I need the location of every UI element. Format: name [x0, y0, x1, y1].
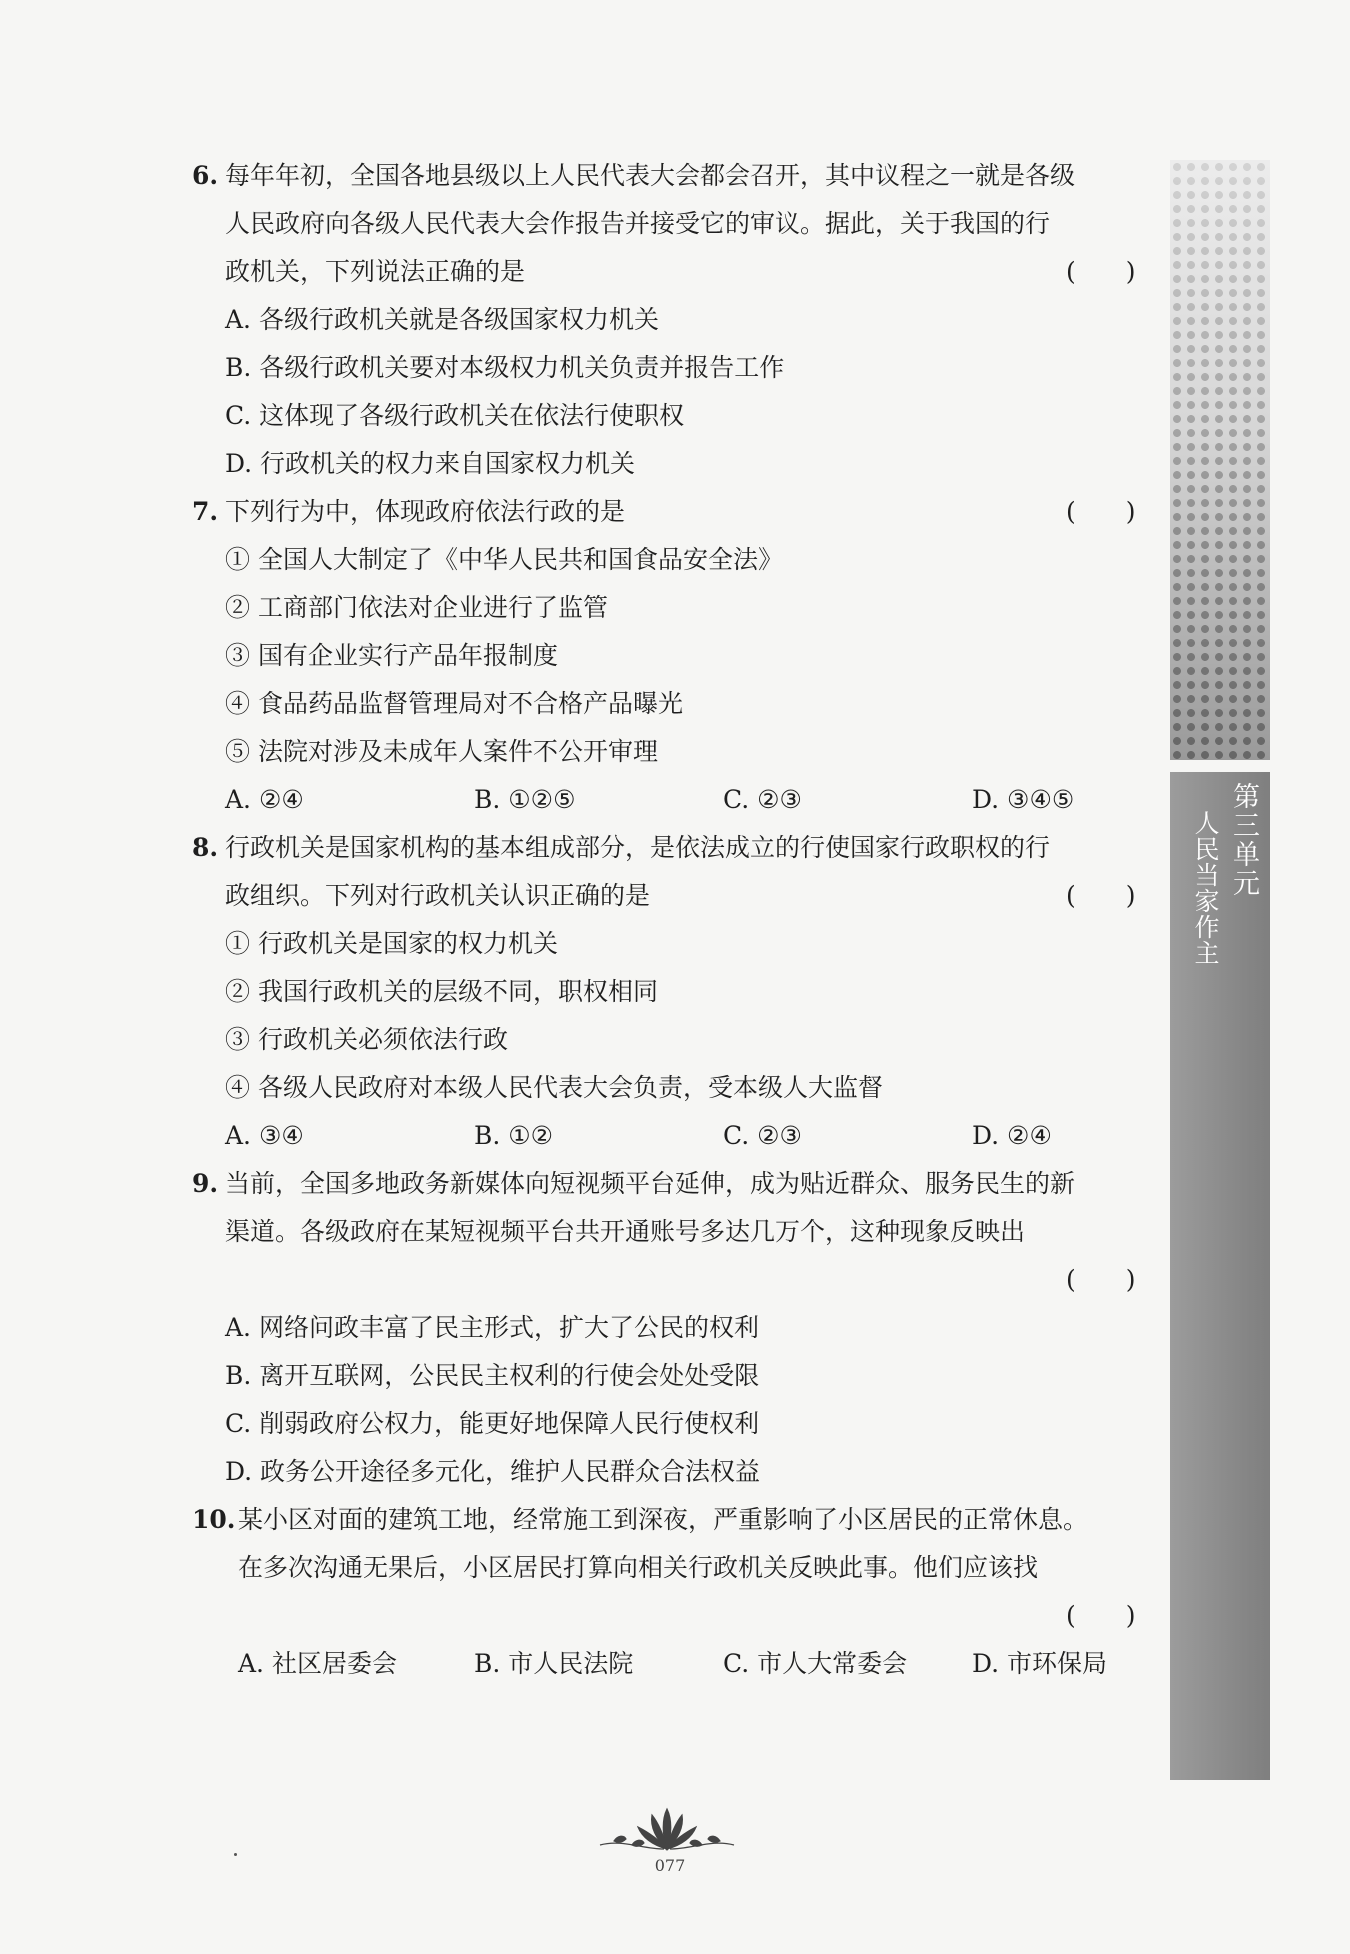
q7-item-3-text: ③ 国有企业实行产品年报制度: [225, 641, 558, 670]
q8-stem-1: 行政机关是国家机构的基本组成部分，是依法成立的行使国家行政职权的行: [225, 833, 1051, 862]
q9-option-b-text: B. 离开互联网，公民民主权利的行使会处处受限: [225, 1361, 760, 1390]
q8-choice-d[interactable]: D. ②④: [972, 1121, 1052, 1150]
q8-stem-2: 政组织。下列对行政机关认识正确的是: [225, 881, 651, 910]
q9-option-a[interactable]: [0, 1305, 1160, 1351]
q7-item-2: [0, 585, 1160, 631]
q6-line-3: [0, 249, 1160, 295]
q10-choice-b[interactable]: B. 市人民法院: [474, 1649, 634, 1678]
page-number: 077: [654, 1856, 686, 1875]
q7-item-1: [0, 537, 1160, 583]
q6-option-a[interactable]: [0, 297, 1160, 343]
q7-line-1: [0, 489, 1160, 535]
q6-line-1: [0, 153, 1160, 199]
q8-choice-c[interactable]: C. ②③: [723, 1121, 802, 1150]
q6-number: 6.: [192, 161, 219, 190]
q8-item-3-text: ③ 行政机关必须依法行政: [225, 1025, 508, 1054]
q8-item-4-text: ④ 各级人民政府对本级人民代表大会负责，受本级人大监督: [225, 1073, 883, 1102]
q6-option-c[interactable]: [0, 393, 1160, 439]
q10-stem-2: 在多次沟通无果后，小区居民打算向相关行政机关反映此事。他们应该找: [238, 1553, 1039, 1582]
q6-answer-blank[interactable]: ( ): [1066, 257, 1136, 286]
q9-line-2: [0, 1209, 1160, 1255]
q10-line-1: [0, 1497, 1160, 1543]
q8-item-1-text: ① 行政机关是国家的权力机关: [225, 929, 558, 958]
q8-line-1: [0, 825, 1160, 871]
q6-option-a-text: A. 各级行政机关就是各级国家权力机关: [225, 305, 659, 334]
q7-answer-blank[interactable]: ( ): [1066, 497, 1136, 526]
q10-line-2: [0, 1545, 1160, 1591]
q9-stem-1: 当前，全国多地政务新媒体向短视频平台延伸，成为贴近群众、服务民生的新: [225, 1169, 1076, 1198]
q10-choice-a[interactable]: A. 社区居委会: [238, 1649, 397, 1678]
q6-option-d-text: D. 行政机关的权力来自国家权力机关: [225, 449, 636, 478]
q9-line-1: [0, 1161, 1160, 1207]
q9-option-c[interactable]: [0, 1401, 1160, 1447]
q7-choices: [0, 777, 1160, 823]
q7-choice-b[interactable]: B. ①②⑤: [474, 785, 576, 814]
q7-item-2-text: ② 工商部门依法对企业进行了监管: [225, 593, 608, 622]
q9-answer-blank[interactable]: ( ): [1066, 1265, 1136, 1294]
scan-speck: [234, 1853, 237, 1856]
q7-stem-1: 下列行为中，体现政府依法行政的是: [225, 497, 626, 526]
q10-choices: [0, 1641, 1160, 1687]
q10-choice-d[interactable]: D. 市环保局: [972, 1649, 1108, 1678]
q6-stem-3: 政机关，下列说法正确的是: [225, 257, 526, 286]
q7-choice-d[interactable]: D. ③④⑤: [972, 785, 1075, 814]
q8-item-4: [0, 1065, 1160, 1111]
q8-item-2: [0, 969, 1160, 1015]
q7-choice-a[interactable]: A. ②④: [225, 785, 304, 814]
q10-number: 10.: [192, 1505, 236, 1534]
q8-choice-b[interactable]: B. ①②: [474, 1121, 554, 1150]
q7-item-5-text: ⑤ 法院对涉及未成年人案件不公开审理: [225, 737, 658, 766]
q9-option-a-text: A. 网络问政丰富了民主形式，扩大了公民的权利: [225, 1313, 759, 1342]
q7-number: 7.: [192, 497, 219, 526]
q6-option-d[interactable]: [0, 441, 1160, 487]
q7-item-1-text: ① 全国人大制定了《中华人民共和国食品安全法》: [225, 545, 783, 574]
q6-option-b-text: B. 各级行政机关要对本级权力机关负责并报告工作: [225, 353, 785, 382]
side-unit-number: 第三单元: [1228, 782, 1259, 898]
q6-option-c-text: C. 这体现了各级行政机关在依法行使职权: [225, 401, 685, 430]
q9-option-d[interactable]: [0, 1449, 1160, 1495]
q10-line-3: [0, 1593, 1160, 1639]
q6-option-b[interactable]: [0, 345, 1160, 391]
q9-line-3: [0, 1257, 1160, 1303]
q9-number: 9.: [192, 1169, 219, 1198]
q10-stem-1: 某小区对面的建筑工地，经常施工到深夜，严重影响了小区居民的正常休息。: [238, 1505, 1089, 1534]
side-halftone-panel: [1170, 160, 1270, 760]
q10-choice-c[interactable]: C. 市人大常委会: [723, 1649, 908, 1678]
q8-answer-blank[interactable]: ( ): [1066, 881, 1136, 910]
q7-item-5: [0, 729, 1160, 775]
q9-option-d-text: D. 政务公开途径多元化，维护人民群众合法权益: [225, 1457, 761, 1486]
q7-item-4: [0, 681, 1160, 727]
q9-stem-2: 渠道。各级政府在某短视频平台共开通账号多达几万个，这种现象反映出: [225, 1217, 1026, 1246]
q8-item-2-text: ② 我国行政机关的层级不同，职权相同: [225, 977, 658, 1006]
q6-stem-1: 每年年初，全国各地县级以上人民代表大会都会召开，其中议程之一就是各级: [225, 161, 1076, 190]
q9-option-b[interactable]: [0, 1353, 1160, 1399]
q8-number: 8.: [192, 833, 219, 862]
q9-option-c-text: C. 削弱政府公权力，能更好地保障人民行使权利: [225, 1409, 760, 1438]
q10-answer-blank[interactable]: ( ): [1066, 1601, 1136, 1630]
q8-choice-a[interactable]: A. ③④: [225, 1121, 304, 1150]
q6-line-2: [0, 201, 1160, 247]
q7-item-4-text: ④ 食品药品监督管理局对不合格产品曝光: [225, 689, 683, 718]
q6-stem-2: 人民政府向各级人民代表大会作报告并接受它的审议。据此，关于我国的行: [225, 209, 1051, 238]
q8-item-1: [0, 921, 1160, 967]
q8-choices: [0, 1113, 1160, 1159]
floral-ornament-icon: [592, 1805, 742, 1855]
q7-choice-c[interactable]: C. ②③: [723, 785, 802, 814]
side-unit-label: [1184, 780, 1264, 980]
q8-line-2: [0, 873, 1160, 919]
q7-item-3: [0, 633, 1160, 679]
side-unit-title: 人民当家作主: [1191, 810, 1220, 966]
q8-item-3: [0, 1017, 1160, 1063]
